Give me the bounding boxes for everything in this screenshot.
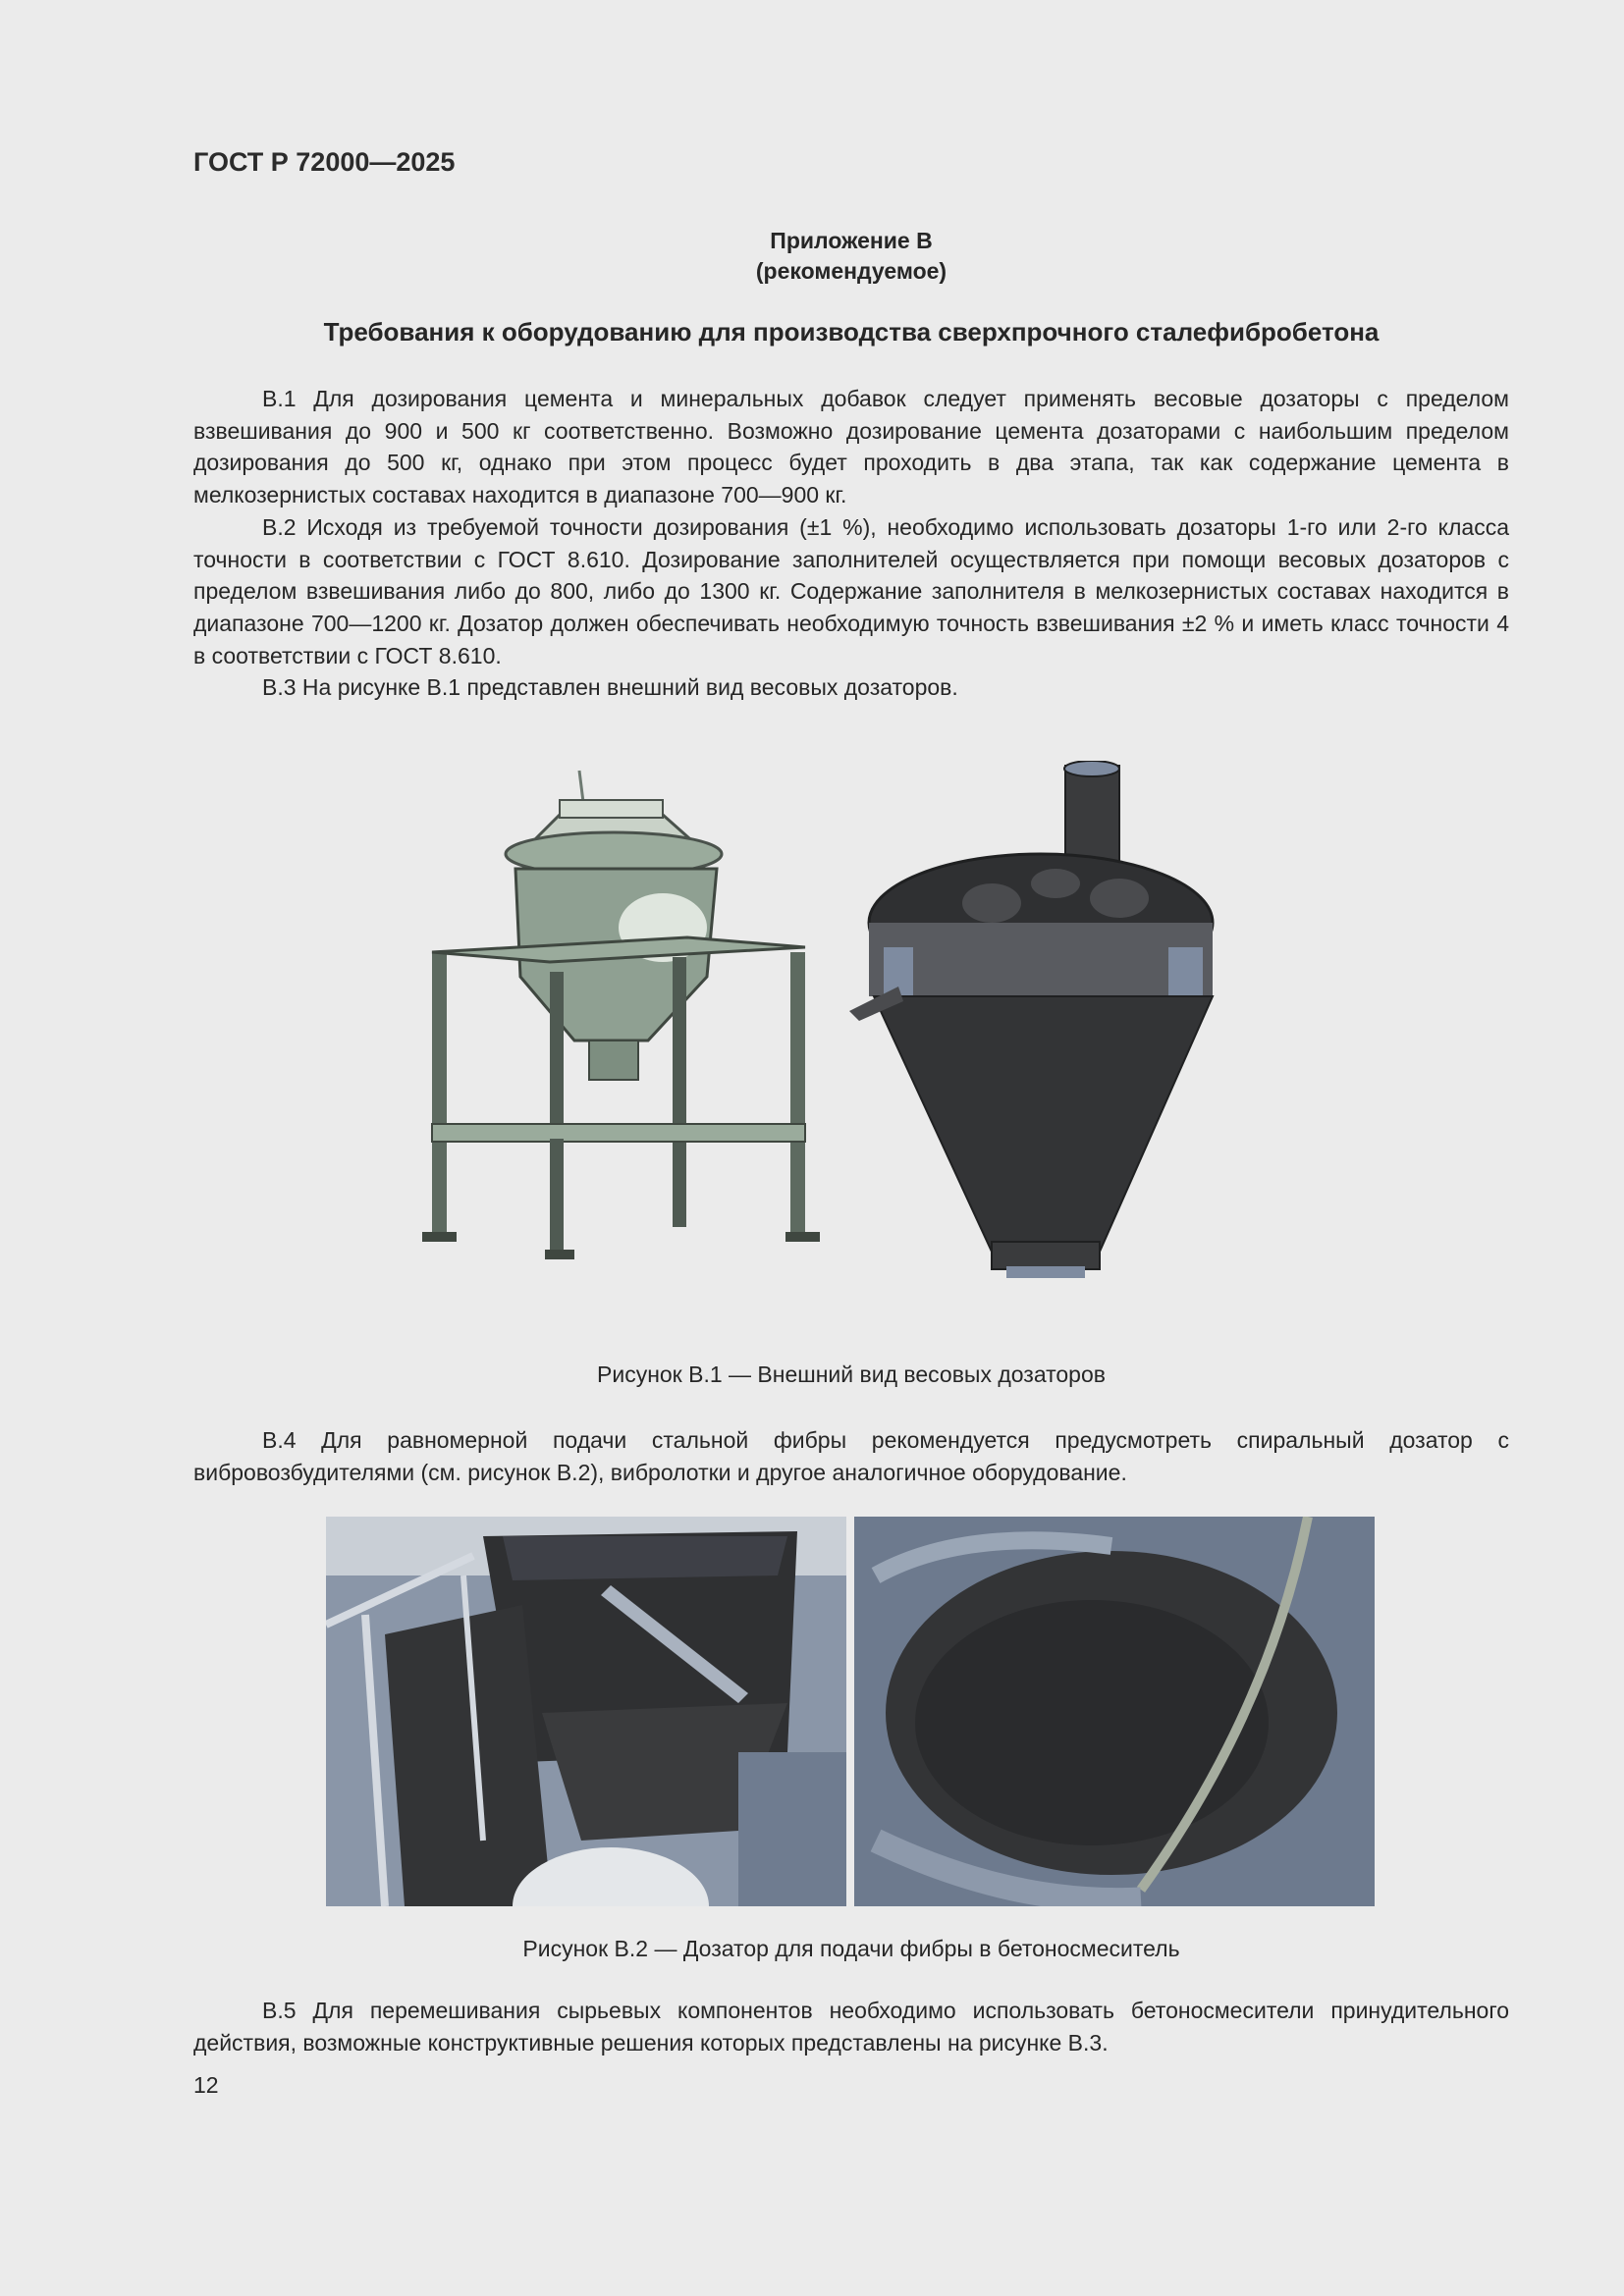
figure-b2-photo: [326, 1517, 1375, 1906]
weighing-doser-cone-image: [849, 761, 1213, 1278]
annex-heading: [193, 226, 1509, 287]
fiber-doser-overview-image: [326, 1517, 846, 1906]
figure-b1-photo: [412, 761, 1267, 1330]
annex-title: Приложение В: [770, 228, 933, 253]
paragraph-b4: В.4 Для равномерной подачи стальной фибры рекомендуется предусмотреть спиральный дозатор с вибровозбудителями (см. рисунок В.2), вибролотки и другое аналогичное оборудование.: [193, 1427, 1509, 1485]
paragraph-b3: В.3 На рисунке В.1 представлен внешний вид весовых дозаторов.: [262, 674, 958, 701]
paragraph-b5: В.5 Для перемешивания сырьевых компонентов необходимо использовать бетоносмесители принудительного действия, возможные конструктивные решения которых представлены на рисунке В.3.: [193, 1998, 1509, 2056]
section-title: Требования к оборудованию для производства сверхпрочного сталефибробетона: [323, 317, 1380, 347]
figure-b1-caption: Рисунок В.1 — Внешний вид весовых дозаторов: [597, 1362, 1106, 1387]
text-block-3: [193, 1995, 1509, 2058]
figure-b2-caption: Рисунок В.2 — Дозатор для подачи фибры в бетоносмеситель: [522, 1936, 1180, 1961]
paragraph-b2: В.2 Исходя из требуемой точности дозирования (±1 %), необходимо использовать дозаторы 1-го или 2-го класса точности в соответствии с ГОСТ 8.610. Дозирование заполнителей осуществляется при помощи весовых дозаторов с пределом взвешивания либо до 800, либо до 1300 кг. Содержание заполнителя в мелкозернистых составах находится в диапазоне 700—1200 кг. Дозатор должен обеспечивать необходимую точность взвешивания ±2 % и иметь класс точности 4 в соответствии с ГОСТ 8.610.: [193, 513, 1509, 668]
annex-status: (рекомендуемое): [755, 258, 947, 284]
text-block-2: [193, 1424, 1509, 1488]
document-code: ГОСТ Р 72000—2025: [193, 147, 456, 177]
text-block-1: [193, 383, 1509, 704]
weighing-doser-frame-image: [422, 771, 820, 1259]
fiber-doser-closeup-image: [854, 1517, 1375, 1906]
page-number: 12: [193, 2072, 219, 2098]
paragraph-b1: В.1 Для дозирования цемента и минеральных добавок следует применять весовые дозаторы с пределом взвешивания до 900 и 500 кг соответственно. Возможно дозирование цемента дозаторами с наибольшим пределом дозирования до 500 кг, однако при этом процесс будет проходить в два этапа, так как содержание цемента в мелкозернистых составах находится в диапазоне 700—900 кг.: [193, 386, 1509, 508]
